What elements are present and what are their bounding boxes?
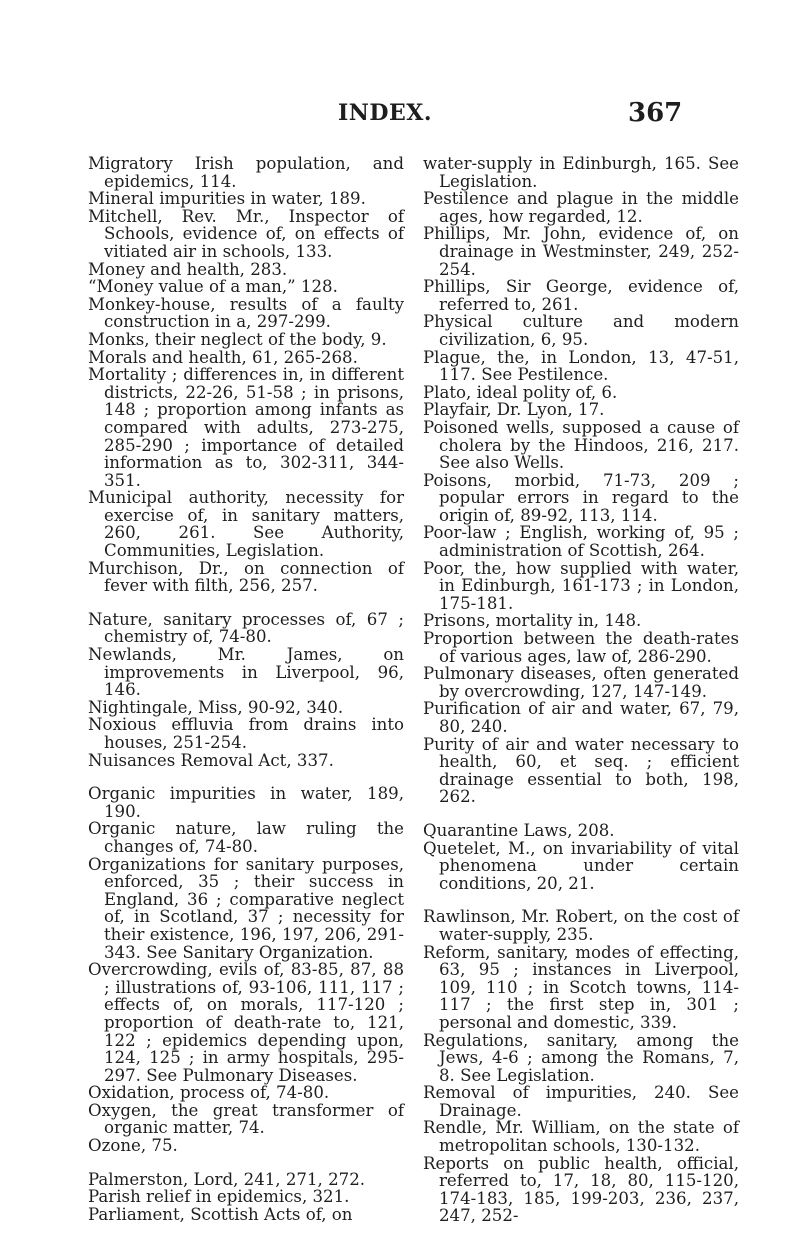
index-column-right [423, 155, 739, 1225]
index-entry: Pestilence and plague in the middle ages, how regarded, 12. [423, 189, 739, 226]
index-entry: Mortality ; differences in, in different districts, 22-26, 51-58 ; in prisons, 148 ; proportion among infants as compared with adults, 273-275, 285-290 ; importance of detailed information as to, 302-311, 344-351. [88, 365, 404, 490]
index-entry: Quarantine Laws, 208. [423, 820, 615, 840]
index-entry: Poor, the, how supplied with water, in Edinburgh, 161-173 ; in London, 175-181. [423, 558, 739, 613]
index-entry: Organic impurities in water, 189, 190. [88, 784, 404, 821]
index-entry: Reform, sanitary, modes of effecting, 63, 95 ; instances in Liverpool, 109, 110 ; in Scotch towns, 114-117 ; the first step in, 301 ; personal and domestic, 339. [423, 942, 739, 1032]
index-entry: Nature, sanitary processes of, 67 ; chemistry of, 74-80. [88, 609, 404, 647]
index-entry: Proportion between the death-rates of various ages, law of, 286-290. [423, 629, 739, 666]
index-entry: Noxious effluvia from drains into houses, 251-254. [88, 715, 404, 752]
index-entry: Rendle, Mr. William, on the state of metropolitan schools, 130-132. [423, 1118, 739, 1156]
index-entry: Phillips, Mr. John, evidence of, on drainage in Westminster, 249, 252-254. [423, 224, 739, 279]
index-entry: Murchison, Dr., on connection of fever with filth, 256, 257. [88, 558, 404, 596]
index-entry: Oxidation, process of, 74-80. [88, 1083, 330, 1103]
index-entry: Monks, their neglect of the body, 9. [88, 329, 387, 349]
index-entry: Playfair, Dr. Lyon, 17. [423, 400, 605, 420]
index-entry: Monkey-house, results of a faulty construction in a, 297-299. [88, 294, 404, 332]
index-entry: Morals and health, 61, 265-268. [88, 347, 358, 367]
index-entry: Regulations, sanitary, among the Jews, 4-6 ; among the Romans, 7, 8. See Legislation. [423, 1030, 739, 1085]
index-entry: Quetelet, M., on invariability of vital phenomena under certain conditions, 20, 21. [423, 838, 739, 893]
running-title: INDEX. [338, 100, 432, 126]
index-entry: Purification of air and water, 67, 79, 80, 240. [423, 699, 739, 736]
index-entry: Purity of air and water necessary to health, 60, et seq. ; efficient drainage essential to both, 198, 262. [423, 734, 739, 807]
index-entry: Physical culture and modern civilization, 6, 95. [423, 312, 739, 349]
index-entry: Phillips, Sir George, evidence of, referred to, 261. [423, 277, 739, 314]
index-entry: Plague, the, in London, 13, 47-51, 117. See Pestilence. [423, 347, 739, 385]
index-entry: Nuisances Removal Act, 337. [88, 750, 334, 770]
index-entry: water-supply in Edinburgh, 165. See Legislation. [423, 154, 739, 191]
index-entry: Municipal authority, necessity for exercise of, in sanitary matters, 260, 261. See Authority, Communities, Legislation. [88, 488, 404, 561]
index-entry: Mineral impurities in water, 189. [88, 189, 366, 209]
index-entry: Overcrowding, evils of, 83-85, 87, 88 ; illustrations of, 93-106, 111, 117 ; effects of, on morals, 117-120 ; proportion of death-rate to, 121, 122 ; epidemics depending upon, 124, 125 ; in army hospitals, 295-297. See Pulmonary Diseases. [88, 960, 404, 1085]
index-entry: Migratory Irish population, and epidemics, 114. [88, 154, 404, 191]
index-entry: Rawlinson, Mr. Robert, on the cost of water-supply, 235. [423, 907, 739, 944]
index-entry: Organic nature, law ruling the changes of, 74-80. [88, 819, 404, 856]
index-entry: Removal of impurities, 240. See Drainage. [423, 1083, 739, 1120]
index-entry: Reports on public health, official, referred to, 17, 18, 80, 115-120, 174-183, 185, 199-203, 236, 237, 247, 252- [423, 1153, 739, 1226]
index-entry: Parish relief in epidemics, 321. [88, 1187, 350, 1207]
index-entry: Poisons, morbid, 71-73, 209 ; popular errors in regard to the origin of, 89-92, 113, 114. [423, 470, 739, 525]
index-entry: Nightingale, Miss, 90-92, 340. [88, 697, 344, 717]
index-entry: Parliament, Scottish Acts of, on [88, 1204, 353, 1224]
index-entry: Pulmonary diseases, often generated by overcrowding, 127, 147-149. [423, 664, 739, 701]
index-entry: Oxygen, the great transformer of organic matter, 74. [88, 1100, 404, 1138]
index-entry: Poisoned wells, supposed a cause of cholera by the Hindoos, 216, 217. See also Wells. [423, 417, 739, 473]
index-entry: Money and health, 283. [88, 259, 288, 279]
index-column-left [88, 155, 404, 1223]
index-entry: Prisons, mortality in, 148. [423, 611, 642, 631]
index-entry: Poor-law ; English, working of, 95 ; administration of Scottish, 264. [423, 523, 739, 561]
index-entry: Organizations for sanitary purposes, enforced, 35 ; their success in England, 36 ; comparative neglect of, in Scotland, 37 ; necessity for their existence, 196, 197, 206, 291-343. See Sanitary Organization. [88, 854, 404, 962]
index-entry: “Money value of a man,” 128. [88, 277, 338, 297]
index-entry: Mitchell, Rev. Mr., Inspector of Schools, evidence of, on effects of vitiated air in schools, 133. [88, 206, 404, 261]
index-entry: Plato, ideal polity of, 6. [423, 382, 618, 402]
page-header [0, 98, 800, 138]
index-entry: Ozone, 75. [88, 1136, 178, 1156]
index-entry: Newlands, Mr. James, on improvements in Liverpool, 96, 146. [88, 645, 404, 700]
index-entry: Palmerston, Lord, 241, 271, 272. [88, 1169, 366, 1189]
page-number: 367 [628, 98, 683, 128]
